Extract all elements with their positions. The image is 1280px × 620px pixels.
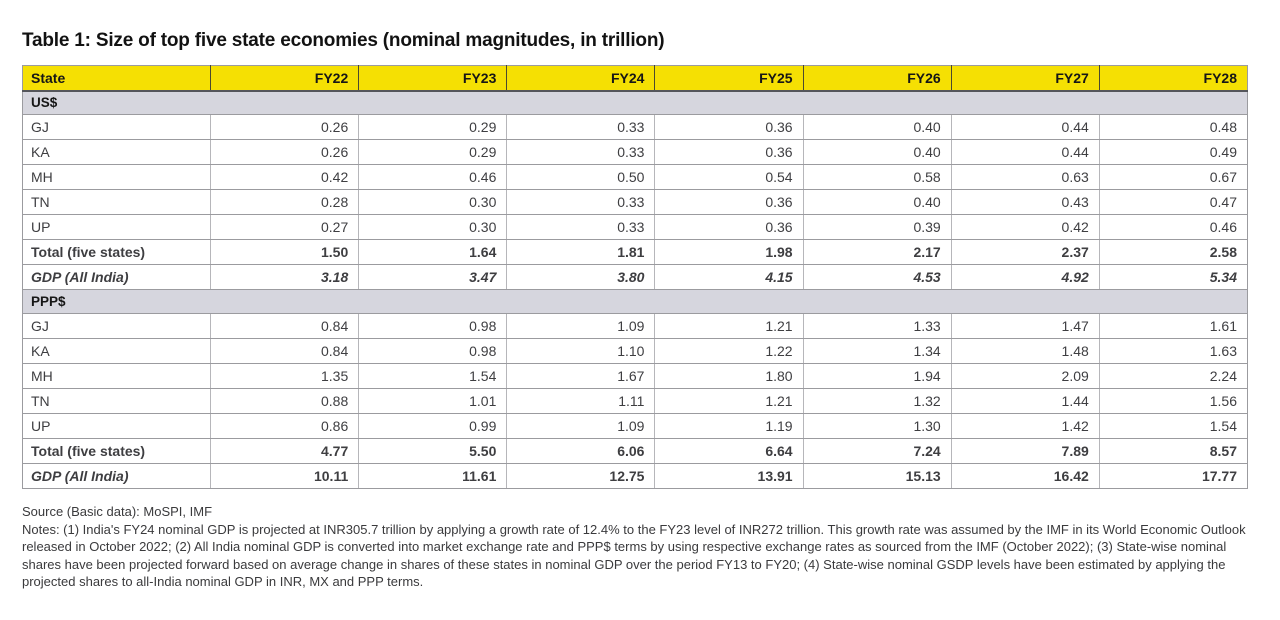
- value-cell: 0.46: [1099, 215, 1247, 240]
- row-label: Total (five states): [23, 439, 211, 464]
- table-header: [23, 66, 1248, 91]
- value-cell: 0.36: [655, 215, 803, 240]
- value-cell: 4.77: [211, 439, 359, 464]
- value-cell: 0.28: [211, 190, 359, 215]
- table-row: [23, 364, 1248, 389]
- value-cell: 0.63: [951, 165, 1099, 190]
- value-cell: 1.09: [507, 414, 655, 439]
- value-cell: 1.54: [359, 364, 507, 389]
- value-cell: 1.50: [211, 240, 359, 265]
- value-cell: 0.29: [359, 115, 507, 140]
- row-label: MH: [23, 364, 211, 389]
- section-label: US$: [23, 91, 1248, 115]
- value-cell: 1.98: [655, 240, 803, 265]
- table-row: [23, 265, 1248, 290]
- row-label: KA: [23, 140, 211, 165]
- value-cell: 1.94: [803, 364, 951, 389]
- column-header-fy26: FY26: [803, 66, 951, 91]
- table-row: [23, 190, 1248, 215]
- value-cell: 16.42: [951, 464, 1099, 489]
- value-cell: 2.24: [1099, 364, 1247, 389]
- row-label: GJ: [23, 115, 211, 140]
- table-footer: [22, 503, 1258, 591]
- table-row: [23, 439, 1248, 464]
- value-cell: 6.64: [655, 439, 803, 464]
- value-cell: 1.44: [951, 389, 1099, 414]
- value-cell: 2.09: [951, 364, 1099, 389]
- section-header-row: [23, 91, 1248, 115]
- value-cell: 2.58: [1099, 240, 1247, 265]
- value-cell: 0.49: [1099, 140, 1247, 165]
- value-cell: 1.67: [507, 364, 655, 389]
- value-cell: 3.80: [507, 265, 655, 290]
- value-cell: 1.11: [507, 389, 655, 414]
- column-header-fy22: FY22: [211, 66, 359, 91]
- column-header-fy23: FY23: [359, 66, 507, 91]
- header-row: [23, 66, 1248, 91]
- value-cell: 2.37: [951, 240, 1099, 265]
- value-cell: 0.86: [211, 414, 359, 439]
- row-label: UP: [23, 215, 211, 240]
- value-cell: 0.33: [507, 215, 655, 240]
- value-cell: 10.11: [211, 464, 359, 489]
- table-row: [23, 240, 1248, 265]
- value-cell: 0.40: [803, 140, 951, 165]
- value-cell: 1.56: [1099, 389, 1247, 414]
- value-cell: 0.33: [507, 190, 655, 215]
- section-header-row: [23, 290, 1248, 314]
- value-cell: 0.98: [359, 314, 507, 339]
- column-header-fy28: FY28: [1099, 66, 1247, 91]
- section-label: PPP$: [23, 290, 1248, 314]
- table-row: [23, 215, 1248, 240]
- row-label: MH: [23, 165, 211, 190]
- value-cell: 1.80: [655, 364, 803, 389]
- value-cell: 0.67: [1099, 165, 1247, 190]
- value-cell: 1.01: [359, 389, 507, 414]
- row-label: KA: [23, 339, 211, 364]
- value-cell: 0.36: [655, 140, 803, 165]
- value-cell: 1.61: [1099, 314, 1247, 339]
- state-economies-table: [22, 65, 1248, 489]
- table-row: [23, 339, 1248, 364]
- value-cell: 1.47: [951, 314, 1099, 339]
- value-cell: 1.22: [655, 339, 803, 364]
- value-cell: 1.34: [803, 339, 951, 364]
- source-text: Source (Basic data): MoSPI, IMF: [22, 504, 213, 519]
- value-cell: 8.57: [1099, 439, 1247, 464]
- value-cell: 0.99: [359, 414, 507, 439]
- value-cell: 11.61: [359, 464, 507, 489]
- value-cell: 4.53: [803, 265, 951, 290]
- value-cell: 0.44: [951, 115, 1099, 140]
- value-cell: 1.09: [507, 314, 655, 339]
- row-label: TN: [23, 389, 211, 414]
- value-cell: 7.89: [951, 439, 1099, 464]
- value-cell: 0.29: [359, 140, 507, 165]
- value-cell: 0.26: [211, 115, 359, 140]
- value-cell: 0.84: [211, 314, 359, 339]
- value-cell: 3.47: [359, 265, 507, 290]
- row-label: GDP (All India): [23, 265, 211, 290]
- value-cell: 4.92: [951, 265, 1099, 290]
- table-row: [23, 414, 1248, 439]
- value-cell: 0.36: [655, 190, 803, 215]
- value-cell: 0.46: [359, 165, 507, 190]
- value-cell: 1.64: [359, 240, 507, 265]
- value-cell: 1.19: [655, 414, 803, 439]
- table-row: [23, 314, 1248, 339]
- value-cell: 7.24: [803, 439, 951, 464]
- value-cell: 1.21: [655, 314, 803, 339]
- value-cell: 0.43: [951, 190, 1099, 215]
- value-cell: 2.17: [803, 240, 951, 265]
- value-cell: 12.75: [507, 464, 655, 489]
- row-label: GJ: [23, 314, 211, 339]
- value-cell: 0.36: [655, 115, 803, 140]
- value-cell: 1.35: [211, 364, 359, 389]
- value-cell: 1.32: [803, 389, 951, 414]
- value-cell: 0.26: [211, 140, 359, 165]
- value-cell: 1.33: [803, 314, 951, 339]
- value-cell: 0.42: [951, 215, 1099, 240]
- value-cell: 0.88: [211, 389, 359, 414]
- value-cell: 0.30: [359, 215, 507, 240]
- table-row: [23, 165, 1248, 190]
- value-cell: 1.81: [507, 240, 655, 265]
- value-cell: 0.44: [951, 140, 1099, 165]
- value-cell: 0.40: [803, 190, 951, 215]
- value-cell: 0.40: [803, 115, 951, 140]
- value-cell: 0.58: [803, 165, 951, 190]
- value-cell: 4.15: [655, 265, 803, 290]
- column-header-fy25: FY25: [655, 66, 803, 91]
- value-cell: 0.48: [1099, 115, 1247, 140]
- table-row: [23, 140, 1248, 165]
- value-cell: 6.06: [507, 439, 655, 464]
- row-label: UP: [23, 414, 211, 439]
- value-cell: 1.54: [1099, 414, 1247, 439]
- value-cell: 0.33: [507, 115, 655, 140]
- value-cell: 0.54: [655, 165, 803, 190]
- row-label: GDP (All India): [23, 464, 211, 489]
- value-cell: 0.30: [359, 190, 507, 215]
- value-cell: 5.34: [1099, 265, 1247, 290]
- table-row: [23, 115, 1248, 140]
- value-cell: 0.47: [1099, 190, 1247, 215]
- column-header-fy27: FY27: [951, 66, 1099, 91]
- value-cell: 1.10: [507, 339, 655, 364]
- table-title: Table 1: Size of top five state economies (nominal magnitudes, in trillion): [22, 30, 665, 51]
- value-cell: 0.39: [803, 215, 951, 240]
- value-cell: 0.33: [507, 140, 655, 165]
- value-cell: 0.98: [359, 339, 507, 364]
- column-header-state: State: [23, 66, 211, 91]
- value-cell: 1.21: [655, 389, 803, 414]
- row-label: Total (five states): [23, 240, 211, 265]
- row-label: TN: [23, 190, 211, 215]
- value-cell: 0.84: [211, 339, 359, 364]
- value-cell: 13.91: [655, 464, 803, 489]
- value-cell: 17.77: [1099, 464, 1247, 489]
- value-cell: 15.13: [803, 464, 951, 489]
- table-row: [23, 464, 1248, 489]
- value-cell: 5.50: [359, 439, 507, 464]
- value-cell: 1.63: [1099, 339, 1247, 364]
- value-cell: 3.18: [211, 265, 359, 290]
- column-header-fy24: FY24: [507, 66, 655, 91]
- table-row: [23, 389, 1248, 414]
- value-cell: 0.50: [507, 165, 655, 190]
- value-cell: 1.42: [951, 414, 1099, 439]
- value-cell: 0.27: [211, 215, 359, 240]
- notes-text: Notes: (1) India's FY24 nominal GDP is projected at INR305.7 trillion by applying a growth rate of 12.4% to the FY23 level of INR272 trillion. This growth rate was assumed by the IMF in its World Economic Outlook released in October 2022; (2) All India nominal GDP is converted into market exchange rate and PPP$ terms by using respective exchange rates as sourced from the IMF (October 2022); (3) State-wise nominal shares have been projected forward based on average change in shares of these states in nominal GDP over the period FY13 to FY20; (4) State-wise nominal GSDP levels have been estimated by applying the projected shares to all-India nominal GDP in INR, MX and PPP terms.: [22, 521, 1246, 590]
- value-cell: 0.42: [211, 165, 359, 190]
- value-cell: 1.30: [803, 414, 951, 439]
- value-cell: 1.48: [951, 339, 1099, 364]
